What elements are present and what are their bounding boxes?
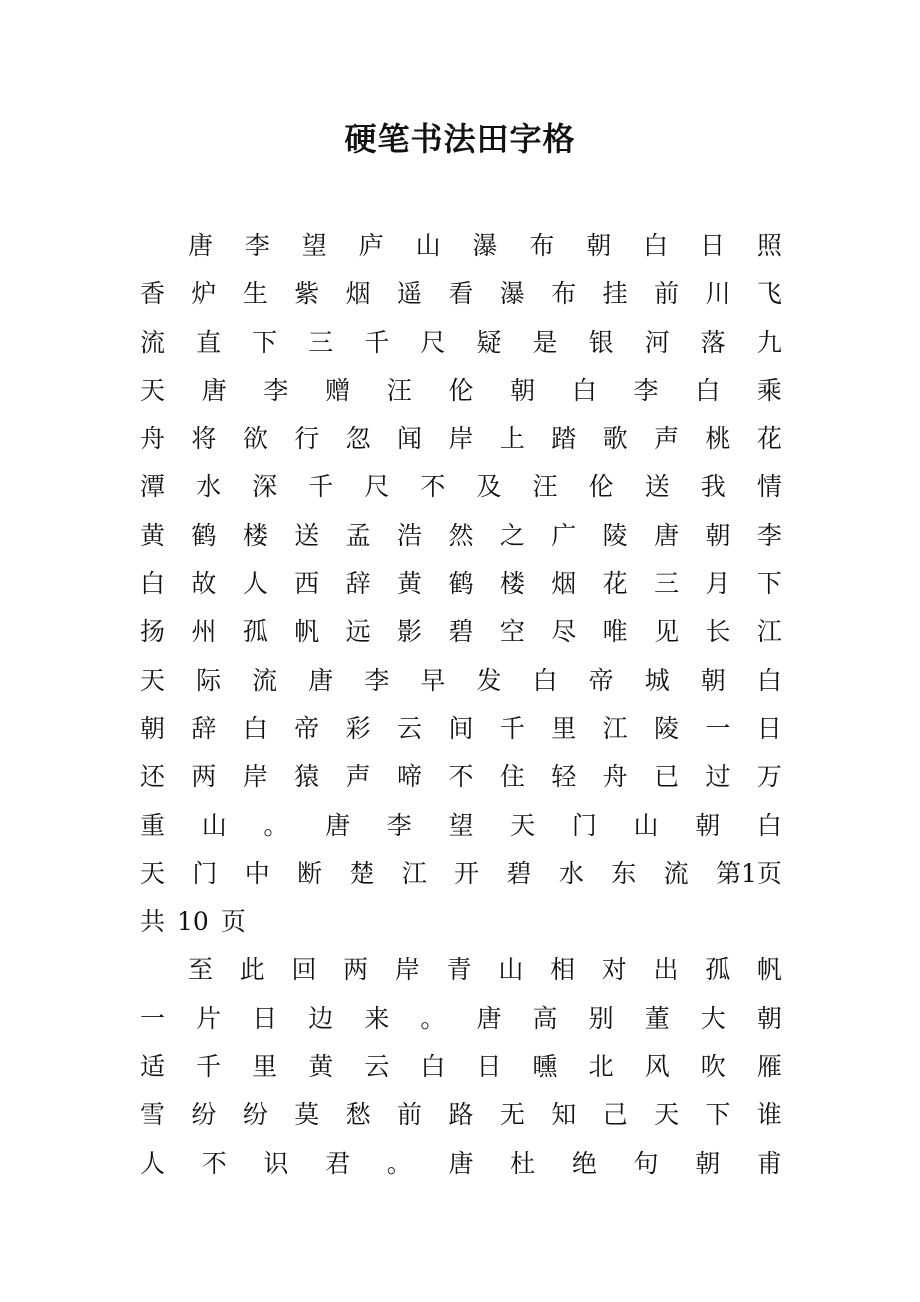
character: 天 (140, 375, 166, 405)
text-line (140, 657, 782, 705)
character: 唯 (602, 617, 628, 647)
character: 下 (756, 569, 782, 599)
character: 飞 (756, 279, 782, 309)
character: 适 (140, 1052, 166, 1082)
character: 布 (551, 279, 577, 309)
character: 朝 (586, 231, 612, 260)
character: 唐 (325, 810, 351, 840)
character: 下 (252, 327, 278, 357)
character: 望 (448, 810, 474, 840)
character: 纷 (191, 1100, 217, 1130)
character: 我 (700, 472, 726, 502)
character: 闻 (397, 424, 423, 454)
character: 之 (499, 520, 525, 550)
character: 千 (308, 472, 334, 502)
character: 彩 (345, 713, 371, 743)
character: 纷 (242, 1100, 268, 1130)
character: 唐 (654, 520, 680, 550)
character: 山 (633, 810, 659, 840)
document-body (140, 222, 782, 1188)
character: 流 (663, 858, 689, 888)
character: 瀑 (499, 279, 525, 309)
character: 上 (499, 424, 525, 454)
character: 下 (705, 1100, 731, 1130)
character: 声 (654, 424, 680, 454)
character: 句 (633, 1148, 659, 1178)
character: 片 (196, 1003, 222, 1033)
character: 。 (263, 810, 289, 840)
character: 路 (448, 1100, 474, 1130)
character: 已 (654, 762, 680, 792)
character: 烟 (551, 569, 577, 599)
character: 川 (705, 279, 731, 309)
character: 庐 (358, 231, 384, 260)
character: 青 (446, 955, 472, 985)
character: 黄 (308, 1052, 334, 1082)
character: 别 (588, 1003, 614, 1033)
character: 疑 (476, 327, 502, 357)
text-line (140, 705, 782, 753)
character: 赠 (325, 375, 351, 405)
character: 对 (601, 955, 627, 985)
character: 门 (192, 858, 218, 888)
character: 唐 (308, 665, 334, 695)
character: 一 (705, 713, 731, 743)
character: 愁 (345, 1100, 371, 1130)
character: 帝 (294, 713, 320, 743)
character: 广 (551, 520, 577, 550)
character: 舟 (602, 762, 628, 792)
character: 岸 (242, 762, 268, 792)
character: 重 (140, 810, 166, 840)
character: 不 (201, 1148, 227, 1178)
character: 间 (448, 713, 474, 743)
character: 白 (140, 569, 166, 599)
character: 朝 (140, 713, 166, 743)
character: 看 (448, 279, 474, 309)
character: 帝 (588, 665, 614, 695)
text-line (140, 512, 782, 560)
character: 声 (345, 762, 371, 792)
character: 猿 (294, 762, 320, 792)
character: 花 (602, 569, 628, 599)
character: 岸 (394, 955, 420, 985)
character: 还 (140, 762, 166, 792)
character: 江 (602, 713, 628, 743)
character: 白 (756, 810, 782, 840)
text-line (140, 415, 782, 463)
text-line (140, 222, 782, 270)
character: 万 (756, 762, 782, 792)
character: 银 (588, 327, 614, 357)
character: 白 (571, 375, 597, 405)
text-line (140, 463, 782, 511)
character: 己 (602, 1100, 628, 1130)
character: 楼 (242, 520, 268, 550)
character: 长 (705, 617, 731, 647)
character: 望 (301, 231, 327, 260)
character: 李 (244, 231, 270, 260)
character: 李 (756, 520, 782, 550)
character: 李 (263, 375, 289, 405)
character: 尺 (420, 327, 446, 357)
character: 早 (420, 665, 446, 695)
character: 千 (499, 713, 525, 743)
character: 深 (252, 472, 278, 502)
character: 紫 (294, 279, 320, 309)
character: 千 (364, 327, 390, 357)
character: 瀑 (472, 231, 498, 260)
character: 里 (252, 1052, 278, 1082)
character: 山 (415, 231, 441, 260)
character: 汪 (386, 375, 412, 405)
character: 陵 (654, 713, 680, 743)
character: 日 (476, 1052, 502, 1082)
character: 开 (454, 858, 480, 888)
character: 孟 (345, 520, 371, 550)
text-line (140, 367, 782, 415)
character: 朝 (510, 375, 536, 405)
character: 董 (644, 1003, 670, 1033)
character: 山 (498, 955, 524, 985)
character: 故 (191, 569, 217, 599)
character: 君 (325, 1148, 351, 1178)
character: 东 (611, 858, 637, 888)
document-title: 硬笔书法田字格 (344, 120, 576, 158)
character: 前 (654, 279, 680, 309)
character: 浩 (397, 520, 423, 550)
character: 尽 (551, 617, 577, 647)
character: 白 (242, 713, 268, 743)
character: 三 (308, 327, 334, 357)
character: 帆 (294, 617, 320, 647)
character: 云 (364, 1052, 390, 1082)
character: 云 (397, 713, 423, 743)
text-line (140, 1091, 782, 1139)
character: 水 (558, 858, 584, 888)
character: 至 (188, 955, 214, 985)
character: 李 (364, 665, 390, 695)
character: 情 (756, 472, 782, 502)
character: 高 (532, 1003, 558, 1033)
character: 挂 (602, 279, 628, 309)
character: 西 (294, 569, 320, 599)
character: 际 (196, 665, 222, 695)
character: 直 (196, 327, 222, 357)
character: 唐 (201, 375, 227, 405)
character: 及 (476, 472, 502, 502)
character: 里 (551, 713, 577, 743)
character: 住 (499, 762, 525, 792)
character: 城 (644, 665, 670, 695)
character: 来 (364, 1003, 390, 1033)
character: 伦 (588, 472, 614, 502)
text-line (140, 995, 782, 1043)
character: 然 (448, 520, 474, 550)
text-line (140, 850, 782, 898)
character: 页 (220, 907, 246, 937)
character: 朝 (756, 1003, 782, 1033)
character: 雪 (140, 1100, 166, 1130)
character: 帆 (756, 955, 782, 985)
text-line (140, 319, 782, 367)
character: 烟 (345, 279, 371, 309)
text-line (140, 270, 782, 318)
character: 回 (291, 955, 317, 985)
character: 鹤 (191, 520, 217, 550)
character: 白 (643, 231, 669, 260)
character: 生 (242, 279, 268, 309)
character: 三 (654, 569, 680, 599)
character: 断 (297, 858, 323, 888)
character: 唐 (476, 1003, 502, 1033)
character: 岸 (448, 424, 474, 454)
character: 唐 (448, 1148, 474, 1178)
character: 李 (633, 375, 659, 405)
text-line (140, 1140, 782, 1188)
character: 空 (499, 617, 525, 647)
character: 雁 (756, 1052, 782, 1082)
character: 流 (252, 665, 278, 695)
text-line (140, 898, 782, 946)
character: 千 (196, 1052, 222, 1082)
character: 欲 (242, 424, 268, 454)
character: 是 (532, 327, 558, 357)
character: 北 (588, 1052, 614, 1082)
character: 吹 (700, 1052, 726, 1082)
character: 江 (401, 858, 427, 888)
character: 中 (244, 858, 270, 888)
character: 照 (756, 231, 782, 260)
character: 黄 (397, 569, 423, 599)
character: 州 (191, 617, 217, 647)
character: 踏 (551, 424, 577, 454)
character: 远 (345, 617, 371, 647)
character: 将 (191, 424, 217, 454)
character: 。 (386, 1148, 412, 1178)
character: 大 (700, 1003, 726, 1033)
character: 不 (448, 762, 474, 792)
character: 桃 (705, 424, 731, 454)
character: 白 (532, 665, 558, 695)
character: 见 (654, 617, 680, 647)
character: 日 (252, 1003, 278, 1033)
character: 花 (756, 424, 782, 454)
character: 辞 (345, 569, 371, 599)
character: 谁 (756, 1100, 782, 1130)
character: 天 (140, 665, 166, 695)
character: 山 (201, 810, 227, 840)
character: 啼 (397, 762, 423, 792)
character: 日 (700, 231, 726, 260)
character: 流 (140, 327, 166, 357)
character: 白 (420, 1052, 446, 1082)
character: 。 (420, 1003, 446, 1033)
character: 过 (705, 762, 731, 792)
character: 边 (308, 1003, 334, 1033)
character: 相 (550, 955, 576, 985)
character: 送 (644, 472, 670, 502)
text-line (140, 1043, 782, 1091)
character: 孤 (242, 617, 268, 647)
character: 知 (551, 1100, 577, 1130)
character: 舟 (140, 424, 166, 454)
character: 甫 (756, 1148, 782, 1178)
character: 辞 (191, 713, 217, 743)
character: 两 (343, 955, 369, 985)
character: 布 (529, 231, 555, 260)
character: 歌 (602, 424, 628, 454)
character: 伦 (448, 375, 474, 405)
character: 潭 (140, 472, 166, 502)
text-line (140, 802, 782, 850)
character: 此 (239, 955, 265, 985)
character: 月 (705, 569, 731, 599)
character: 绝 (571, 1148, 597, 1178)
character: 日 (756, 713, 782, 743)
character: 河 (644, 327, 670, 357)
character: 白 (756, 665, 782, 695)
character: 风 (644, 1052, 670, 1082)
character: 朝 (695, 1148, 721, 1178)
character: 唐 (188, 231, 214, 260)
character: 天 (654, 1100, 680, 1130)
character: 孤 (705, 955, 731, 985)
character: 江 (756, 617, 782, 647)
character: 朝 (695, 810, 721, 840)
text-line (140, 608, 782, 656)
character: 忽 (345, 424, 371, 454)
character: 天 (140, 858, 166, 888)
character: 水 (196, 472, 222, 502)
character: 人 (140, 1148, 166, 1178)
character: 遥 (397, 279, 423, 309)
character: 共 (140, 907, 166, 937)
character: 朝 (700, 665, 726, 695)
character: 碧 (448, 617, 474, 647)
character: 送 (294, 520, 320, 550)
character: 尺 (364, 472, 390, 502)
character: 朝 (705, 520, 731, 550)
character: 曛 (532, 1052, 558, 1082)
text-line (140, 753, 782, 801)
character: 炉 (191, 279, 217, 309)
character: 杜 (510, 1148, 536, 1178)
character: 天 (510, 810, 536, 840)
character: 李 (386, 810, 412, 840)
character: 陵 (602, 520, 628, 550)
character: 莫 (294, 1100, 320, 1130)
text-line (140, 560, 782, 608)
character: 落 (700, 327, 726, 357)
character: 无 (499, 1100, 525, 1130)
character: 发 (476, 665, 502, 695)
character: 楼 (499, 569, 525, 599)
character: 汪 (532, 472, 558, 502)
character: 门 (571, 810, 597, 840)
character: 乘 (756, 375, 782, 405)
character: 楚 (349, 858, 375, 888)
character: 香 (140, 279, 166, 309)
character: 不 (420, 472, 446, 502)
character: 第1页 (715, 858, 782, 888)
character: 九 (756, 327, 782, 357)
character: 鹤 (448, 569, 474, 599)
character: 行 (294, 424, 320, 454)
character: 白 (695, 375, 721, 405)
character: 人 (242, 569, 268, 599)
character: 两 (191, 762, 217, 792)
character: 10 (177, 907, 209, 937)
text-line (140, 946, 782, 994)
character: 识 (263, 1148, 289, 1178)
character: 黄 (140, 520, 166, 550)
character: 出 (653, 955, 679, 985)
character: 一 (140, 1003, 166, 1033)
character: 影 (397, 617, 423, 647)
character: 轻 (551, 762, 577, 792)
character: 碧 (506, 858, 532, 888)
character: 扬 (140, 617, 166, 647)
character: 前 (397, 1100, 423, 1130)
